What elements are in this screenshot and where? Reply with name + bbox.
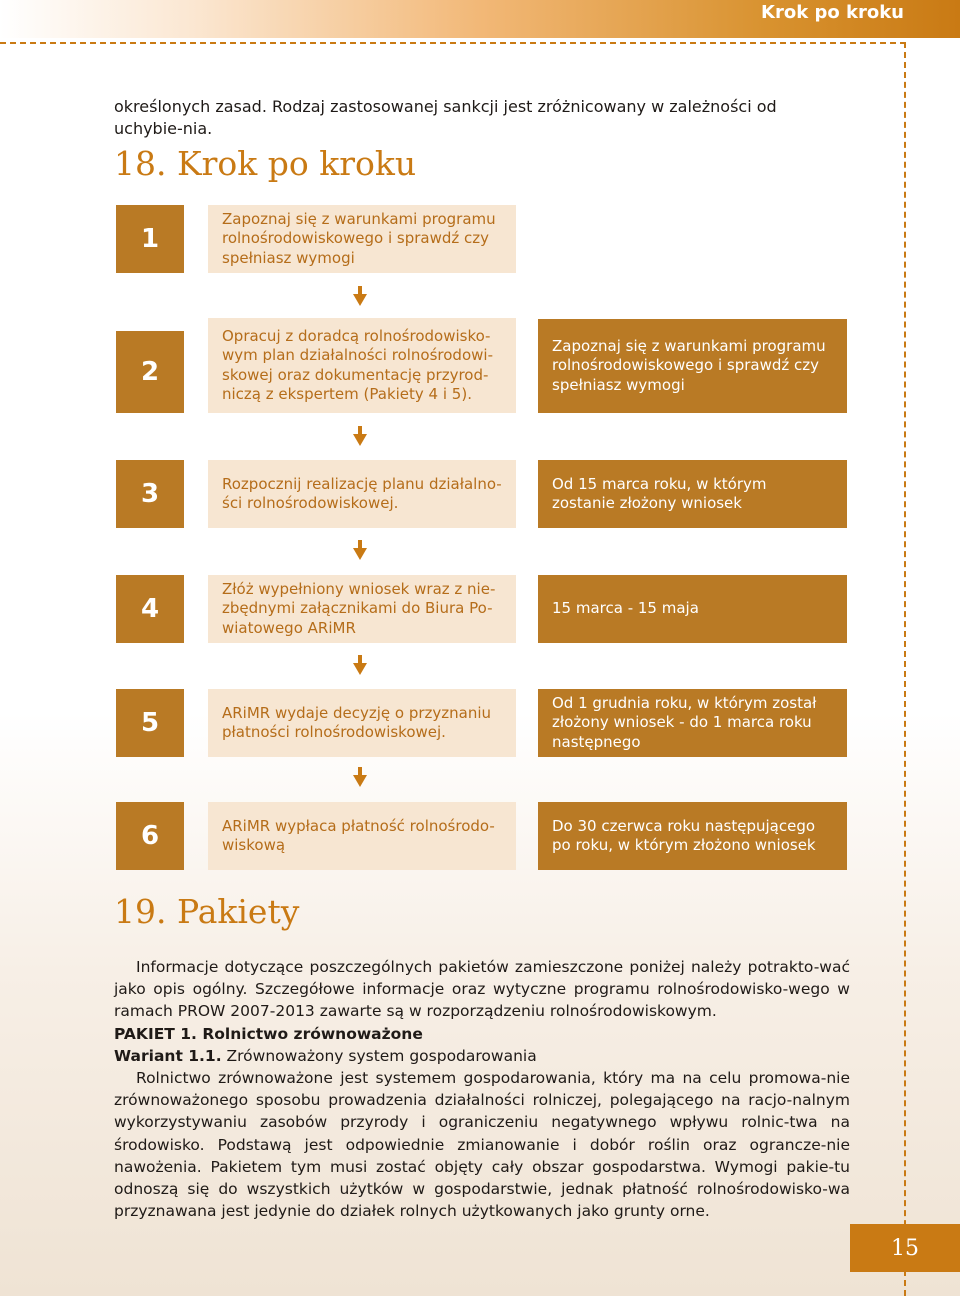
dashed-divider-vertical — [904, 42, 906, 1296]
step-5-timing: Od 1 grudnia roku, w którym został złożony wniosek - do 1 marca roku następnego — [538, 689, 847, 757]
step-2-timing: Zapoznaj się z warunkami programu rolnośrodowiskowego i sprawdź czy spełniasz wymogi — [538, 319, 847, 413]
step-1-number: 1 — [116, 205, 184, 273]
header-title: Krok po kroku — [761, 2, 904, 23]
step-6-timing: Do 30 czerwca roku następującego po roku, w którym złożono wniosek — [538, 802, 847, 870]
step-2-number: 2 — [116, 331, 184, 413]
section-19-heading: 19. Pakiety — [114, 892, 300, 931]
top-header-bar — [0, 0, 960, 38]
down-arrow-icon — [353, 540, 367, 560]
section-19-paragraph-2: Rolnictwo zrównoważone jest systemem gospodarowania, który ma na celu promowa-nie zrównoważonego sposobu prowadzenia działalności rolniczej, polegającego na racjo-nalnym wykorzystywaniu zasobów przyrody i ograniczeniu negatywnego wpływu rolnic-twa na środowisko. Podstawą jest odpowiednie zmianowanie i dobór roślin oraz ograncze-nie nawożenia. Pakietem tym musi zostać objęty cały obszar gospodarstwa. Wymogi pakie-tu odnoszą się do wszystkich użytków w gospodarstwie, jednak płatność rolnośrodowisko-wa przyznawana jest jedynie do działek rolnych użytkowanych jako grunty orne. — [114, 1069, 850, 1221]
page-number: 15 — [850, 1224, 960, 1272]
down-arrow-icon — [353, 286, 367, 306]
step-5-number: 5 — [116, 689, 184, 757]
down-arrow-icon — [353, 767, 367, 787]
section-19-body — [114, 956, 850, 1222]
step-3-timing: Od 15 marca roku, w którym zostanie złożony wniosek — [538, 460, 847, 528]
step-1-description: Zapoznaj się z warunkami programu rolnośrodowiskowego i sprawdź czy spełniasz wymogi — [208, 205, 516, 273]
down-arrow-icon — [353, 655, 367, 675]
step-4-timing: 15 marca - 15 maja — [538, 575, 847, 643]
variant-line — [114, 1045, 850, 1067]
variant-name: Zrównoważony system gospodarowania — [221, 1046, 537, 1065]
variant-label: Wariant 1.1. — [114, 1046, 222, 1065]
step-3-description: Rozpocznij realizację planu działalno-ści rolnośrodowiskowej. — [208, 460, 516, 528]
package-label-text: PAKIET 1. Rolnictwo zrównoważone — [114, 1024, 423, 1043]
package-label — [114, 1023, 850, 1045]
down-arrow-icon — [353, 426, 367, 446]
step-4-number: 4 — [116, 575, 184, 643]
dashed-divider-horizontal — [0, 42, 906, 44]
step-4-description: Złóż wypełniony wniosek wraz z nie-zbędnymi załącznikami do Biura Po-wiatowego ARiMR — [208, 575, 516, 643]
section-18-heading: 18. Krok po kroku — [114, 144, 417, 183]
intro-text: określonych zasad. Rodzaj zastosowanej sankcji jest zróżnicowany w zależności od uchybie-nia. — [114, 97, 777, 138]
step-6-description: ARiMR wypłaca płatność rolnośrodo-wiskową — [208, 802, 516, 870]
step-3-number: 3 — [116, 460, 184, 528]
step-6-number: 6 — [116, 802, 184, 870]
step-5-description: ARiMR wydaje decyzję o przyznaniu płatności rolnośrodowiskowej. — [208, 689, 516, 757]
step-2-description: Opracuj z doradcą rolnośrodowisko-wym plan działalności rolnośrodowi-skowej oraz dokumentację przyrod-niczą z ekspertem (Pakiety 4 i 5). — [208, 318, 516, 413]
section-19-paragraph-1: Informacje dotyczące poszczególnych pakietów zamieszczone poniżej należy potrakto-wać jako opis ogólny. Szczegółowe informacje oraz wytyczne programu rolnośrodowisko-wego w ramach PROW 2007-2013 zawarte są w rozporządzeniu rolnośrodowiskowym. — [114, 958, 850, 1021]
